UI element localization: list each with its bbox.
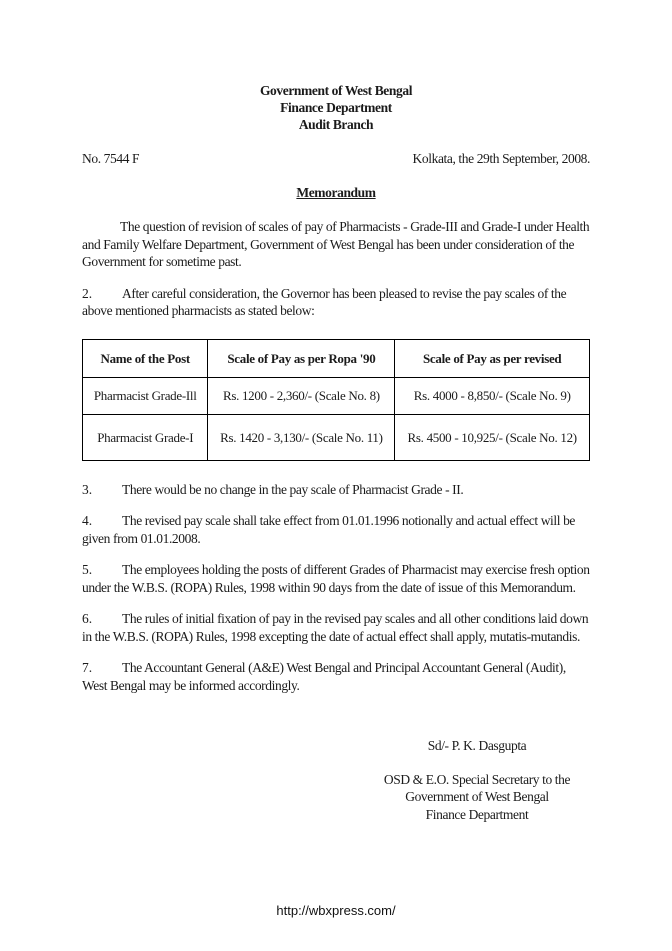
reference-row [82,150,590,168]
table-header-post: Name of the Post [83,339,208,377]
table-cell-ropa90: Rs. 1200 - 2,360/- (Scale No. 8) [208,377,395,414]
paragraph-7-number: 7. [82,660,93,676]
branch-name: Audit Branch [298,116,374,132]
paragraph-6-number: 6. [82,611,93,627]
paragraph-3-number: 3. [82,481,93,497]
paragraph-2-text: After careful consideration, the Governor has been pleased to revise the pay scales of the above mentioned pharmacists as stated below: [82,285,567,319]
table-cell-post: Pharmacist Grade-I [83,414,208,460]
paragraph-5 [82,561,590,596]
paragraph-4-text: The revised pay scale shall take effect from 01.01.1996 notionally and actual effect will be given from 01.01.2008. [82,513,576,546]
paragraph-5-number: 5. [82,562,93,578]
paragraph-3 [82,481,590,499]
designation-line: Finance Department [425,806,529,822]
org-name: Government of West Bengal [259,83,413,98]
table-row [83,414,590,460]
designation-line: OSD & E.O. Special Secretary to the [383,771,571,787]
table-header-ropa90: Scale of Pay as per Ropa '90 [208,339,395,377]
table-cell-revised: Rs. 4000 - 8,850/- (Scale No. 9) [395,377,590,414]
memo-number: No. 7544 F [82,151,140,167]
paragraph-intro: The question of revision of scales of pay of Pharmacists - Grade-III and Grade-I under Health and Family Welfare Department, Government of West Bengal has been under consideration of the Government for sometime past. [82,219,590,270]
place-and-date: Kolkata, the 29th September, 2008. [412,151,590,167]
paragraph-6-text: The rules of initial fixation of pay in the revised pay scales and all other conditions laid down in the W.B.S. (ROPA) Rules, 1998 excepting the date of actual effect shall apply, mutatis-mutandis. [82,611,589,644]
table-header-revised: Scale of Pay as per revised [395,339,590,377]
signature-block [352,737,602,823]
designation-line: Government of West Bengal [405,789,549,805]
paragraph-7 [82,659,590,694]
paragraph-2 [82,285,590,320]
paragraph-2-number: 2. [82,285,93,301]
department-name: Finance Department [280,99,392,115]
pay-scales-table [82,339,590,461]
memo-title: Memorandum [296,184,376,200]
table-header-row [83,339,590,377]
paragraph-6 [82,610,590,645]
source-url-link[interactable]: http://wbxpress.com/ [276,902,396,918]
paragraph-5-text: The employees holding the posts of different Grades of Pharmacist may exercise fresh option under the W.B.S. (ROPA) Rules, 1998 within 90 days from the date of issue of this Memorandum. [82,562,590,595]
table-cell-revised: Rs. 4500 - 10,925/- (Scale No. 12) [395,414,590,460]
paragraph-7-text: The Accountant General (A&E) West Bengal and Principal Accountant General (Audit), West Bengal may be informed accordingly. [82,660,566,693]
table-row [83,377,590,414]
paragraph-4 [82,512,590,547]
paragraph-3-text: There would be no change in the pay scale of Pharmacist Grade - II. [122,481,464,497]
letterhead [82,83,590,133]
paragraph-4-number: 4. [82,513,93,529]
table-cell-ropa90: Rs. 1420 - 3,130/- (Scale No. 11) [208,414,395,460]
table-cell-post: Pharmacist Grade-Ill [83,377,208,414]
signed-by: Sd/- P. K. Dasgupta [427,738,527,754]
footer [0,902,672,920]
